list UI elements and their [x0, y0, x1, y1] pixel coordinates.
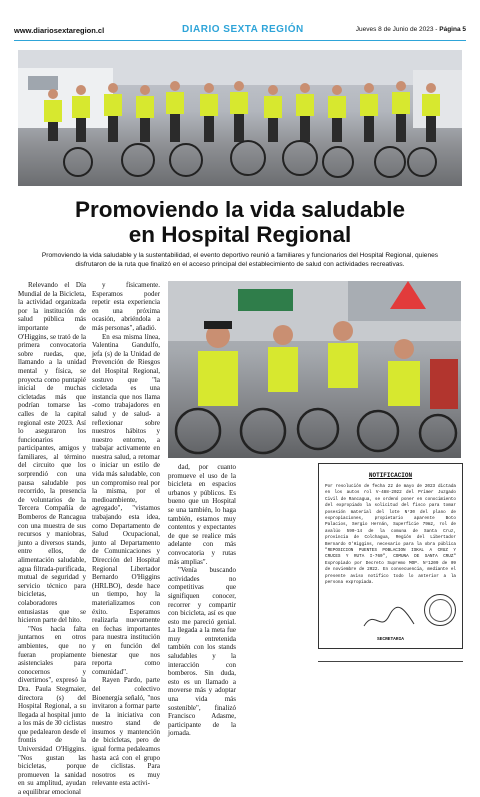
- site-url[interactable]: www.diariosextaregion.cl: [14, 26, 105, 35]
- notice-footer: SECRETARIA: [376, 637, 404, 642]
- dateline: [356, 26, 466, 33]
- article-column-1: [18, 281, 86, 797]
- headline-line-1: Promoviendo la vida saludable: [74, 197, 406, 222]
- signature-image: [359, 604, 419, 634]
- issue-date: Jueves 8 de Junio de 2023 -: [355, 26, 440, 33]
- paragraph: "Venía buscando actividades no competitivas que signifiquen conocer, recorrer y compartir con bicicleta, así es que esto me pareció genial. La llegada a la meta fue muy entretenida también con los stands saludables y la interacción con bomberos. Sin duda, esto es un llamado a moverse más y adoptar una vida más sostenible", finalizó Francisco Adasme, participante de la jornada.: [168, 566, 236, 738]
- official-seal-icon: [424, 594, 456, 626]
- paragraph: "Nos hacía falta juntarnos en otros ambientes, que no fueran propiamente asistenciales para conocernos y divertirnos", expresó la Dra. Paula Stegmaier, directora (s) del Hospital Regional, a su llegada al hospital junto a los más de 30 ciclistas que pedalearon desde el frontis de la Universidad O'Higgins. "Nos gustan las bicicletas, porque promueven la sanidad en su amplitud, ayudan a equilibrar emocional: [18, 624, 86, 797]
- cyclists-group-illustration: [18, 50, 462, 186]
- notice-title: NOTIFICACION: [368, 472, 413, 479]
- newspaper-brand: DIARIO SEXTA REGIÓN: [182, 24, 304, 35]
- legal-notice-box: [318, 463, 463, 649]
- doctor-cyclist-photo: [168, 281, 461, 458]
- paragraph: En esa misma línea, Valentina Gandulfo, jefa (s) de la Unidad de Prevención de Riesgos del Hospital Regional, sostuvo que "la cicletada es una instancia que nos llama -como trabajadores en salud y de salud- a reflexionar sobre nuestros hábitos y nuestro entorno, a trabajar activamente en nuestra salud, a retomar o iniciar un estilo de vida más saludable, con un compromiso real por la misma, por el medioambiente, agregado", "vistamos trabajando esta idea, como Departamento de Salud Ocupacional, junto al Departamento de Comunicaciones y Dirección del Hospital Regional Libertador Bernardo O'Higgins (HRLBO), desde hace un tiempo, hoy la materializamos con éxito. Esperamos realizarla nuevamente en fechas importantes para nuestra institución y en función del bienestar que nos reporta como comunidad".: [92, 332, 160, 676]
- cyclists-group-photo: [18, 50, 462, 186]
- paragraph: Rayen Pardo, parte del colectivo Bioenergía señaló, "nos invitaron a formar parte de la iniciativa con nuestro stand de insumos y mantención de bicicletas, pero de igual forma pedaleamos hasta acá con el grupo de ciclistas. Para nosotros es muy relevante esta activi-: [92, 676, 160, 788]
- article-subtitle: Promoviendo la vida saludable y la sustentabilidad, el evento deportivo reunió a familiares y funcionarios del Hospital Regional, quienes disfrutaron de la ruta que finalizó en el acceso principal del establecimiento de salud con actividades recreativas.: [41, 252, 439, 268]
- doctor-cyclist-illustration: [168, 281, 461, 458]
- article-column-3: [168, 463, 236, 738]
- headline-line-2: en Hospital Regional: [128, 222, 352, 247]
- page-number: Página 5: [439, 26, 466, 33]
- article-column-2: [92, 281, 160, 788]
- paragraph: y físicamente. Esperamos poder repetir esta experiencia en una próxima ocasión, abriéndola a más personas", añadió.: [92, 281, 160, 332]
- page-header: [14, 26, 466, 40]
- paragraph: dad, por cuanto promueve el uso de la bicicleta en espacios urbanos y públicos. Es bueno que un Hospital se una también, lo haga también, estamos muy contentos y expectantes de que se realice más adelante con más convocatoria y rutas más amplias".: [168, 463, 236, 566]
- paragraph: Relevando el Día Mundial de la Bicicleta, la actividad organizada por la institución de salud pública más importante de O'Higgins, se trató de la primera convocatoria sobre ruedas, que, llamando a la unidad mental y física, se proyecta como puntapié inicial de muchas cicletadas más que podrían tomarse las calles de la capital regional este 2023. Así lo aseguraron los funcionarios participantes, amigos y familiares, al término del circuito que los sorprendió con una pausa saludable pos recorrido, la presencia de voluntarios de la Tercera Compañía de Bomberos de Rancagua con una muestra de sus recursos y maniobras, junto a diversos stands, entre ellos, de alimentación saludable, agua filtrada-purificada, mutual de seguridad y servicio técnico para bicicletas, colaboradores entusiastas que se hicieron parte del hito.: [18, 281, 86, 625]
- notice-rule: [318, 661, 463, 662]
- header-rule: [14, 40, 466, 41]
- notice-body: Por resolución de fecha 22 de mayo de 2023 dictada en los autos rol V-488-2022 del Primer Juzgado Civil de Rancagua, se ordenó poner en conocimiento del expropiado la solicitud del fisco para tomar posesión material del lote N°30 del plano de expropiaciones, propietario aparente Boto Palacios, Sergio Hernán, Superficie 79m2, rol de avalúo 590-14 de la comuna de Santa Cruz, provincia de Colchagua, Región del Libertador Bernardo O'Higgins, necesario para la obra pública "REPOSICION PUENTES POBLACION ISKAL A CRUZ Y CRUCES Y RUTA I-760", COMUNA DE SANTA CRUZ" Expropiado por Decreto Supremo MOP. N°1209 de 09 de noviembre de 2022. En consecuencia, mediante el presente aviso notifico todo lo anterior a la persona expropiada.: [325, 484, 456, 586]
- article-column-4: [244, 463, 312, 693]
